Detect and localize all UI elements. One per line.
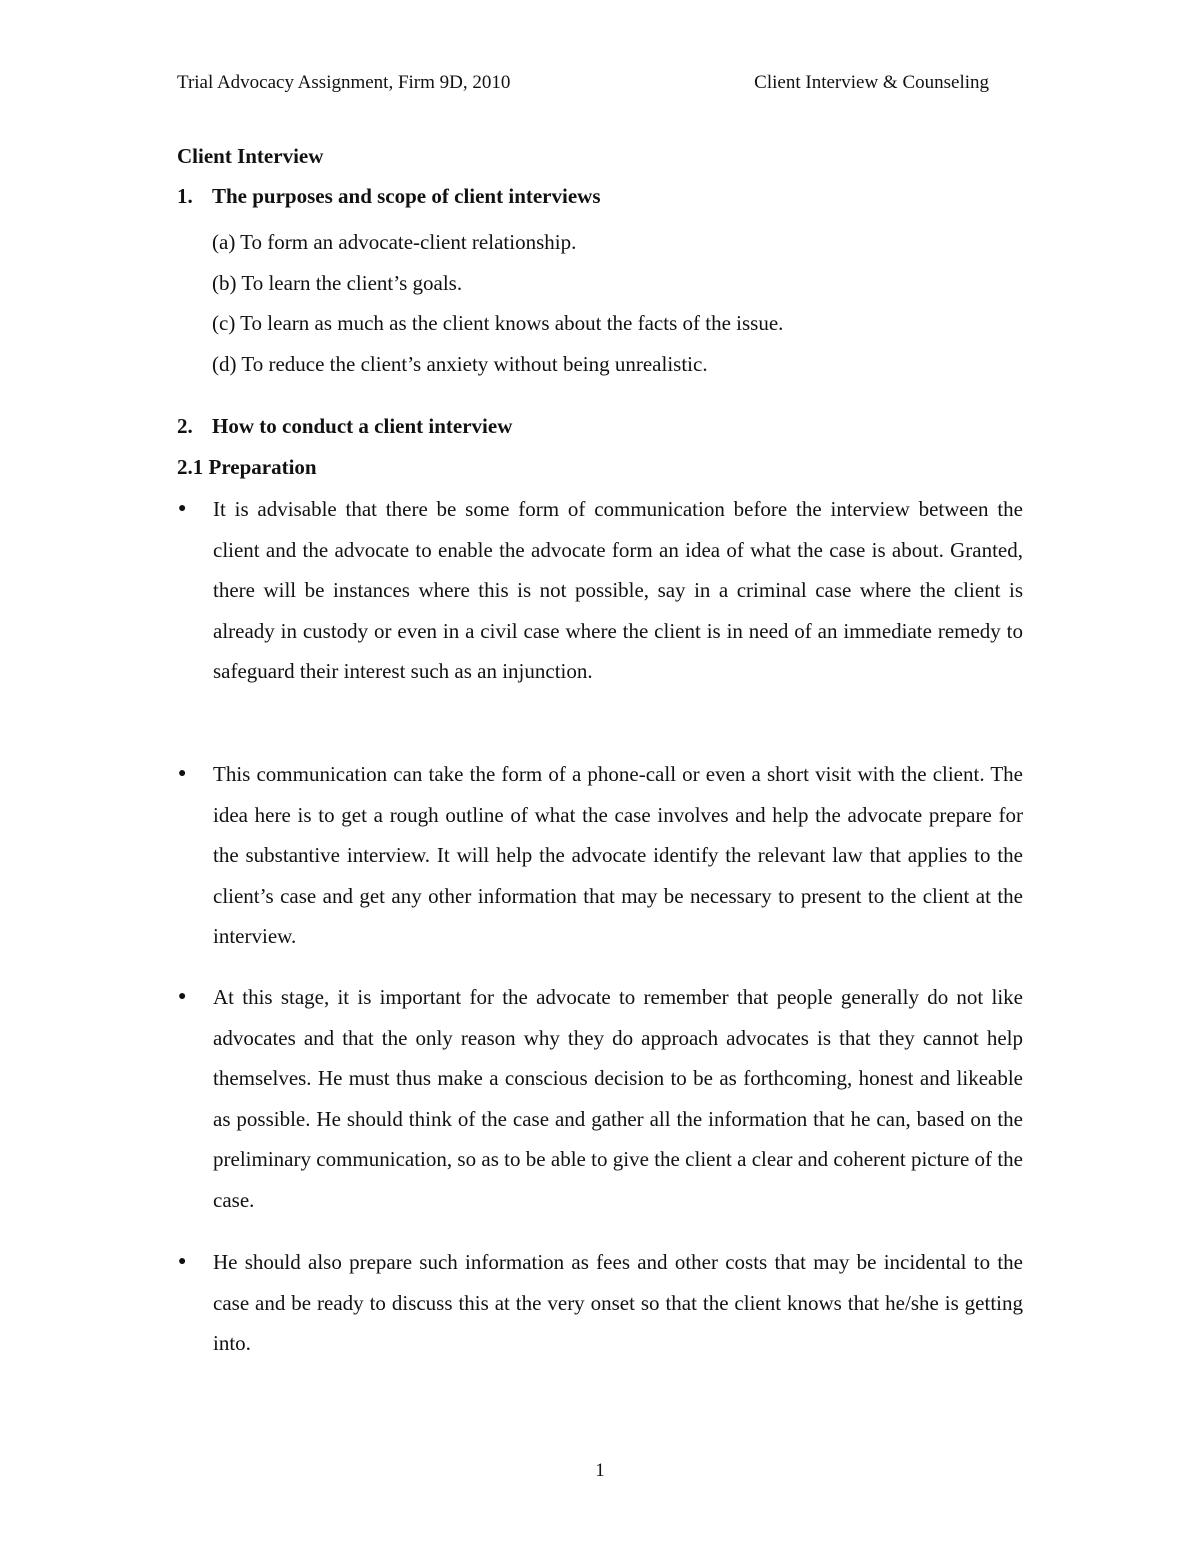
bullet-icon: ● [178,766,187,781]
bullet-text: It is advisable that there be some form of communication before the interview between the client and the advocate to enable the advocate form an idea of what the case is about. Granted, there will be instances where this is not possible, say in a criminal case where the client is already in custody or even in a civil case where the client is in need of an immediate remedy to safeguard their interest such as an injunction. [213,497,1023,684]
bullet-paragraph [177,754,1023,957]
bullet-icon: ● [178,501,187,516]
subsection-title: 2.1 Preparation [177,455,317,479]
purposes-list [212,222,783,384]
page-header [177,70,989,96]
section-2-title: How to conduct a client interview [212,414,513,438]
bullet-text: He should also prepare such information as fees and other costs that may be incidental to the case and be ready to discuss this at the very onset so that the client knows that he/she is getting into. [213,1250,1023,1356]
bullet-text: At this stage, it is important for the advocate to remember that people generally do not like advocates and that the only reason why they do approach advocates is that they cannot help themselves. He must thus make a conscious decision to be as forthcoming, honest and likeable as possible. He should think of the case and gather all the information that he can, based on the preliminary communication, so as to be able to give the client a clear and coherent picture of the case. [213,985,1023,1212]
section-2-heading [177,412,512,440]
page-number: 1 [595,1460,605,1481]
section-2-number: 2. [177,414,193,438]
document-title: Client Interview [177,144,324,168]
bullet-paragraph [177,489,1023,692]
bullet-paragraph [177,1242,1023,1364]
header-left: Trial Advocacy Assignment, Firm 9D, 2010 [177,72,511,93]
list-item: (c) To learn as much as the client knows about the facts of the issue. [212,311,784,335]
list-item: (b) To learn the client’s goals. [212,270,463,295]
list-item: (a) To form an advocate-client relationship. [212,230,577,254]
section-1-number: 1. [177,184,193,208]
bullet-text: This communication can take the form of a phone-call or even a short visit with the client. The idea here is to get a rough outline of what the case involves and help the advocate prepare for the substantive interview. It will help the advocate identify the relevant law that applies to the client’s case and get any other information that may be necessary to present to the client at the interview. [213,762,1023,949]
bullet-icon: ● [178,989,187,1004]
section-1-title: The purposes and scope of client interviews [212,184,601,208]
header-right: Client Interview & Counseling [754,72,989,93]
bullet-icon: ● [178,1254,187,1269]
section-1-heading [177,182,601,210]
list-item: (d) To reduce the client’s anxiety without being unrealistic. [212,351,708,376]
bullet-paragraph [177,977,1023,1221]
